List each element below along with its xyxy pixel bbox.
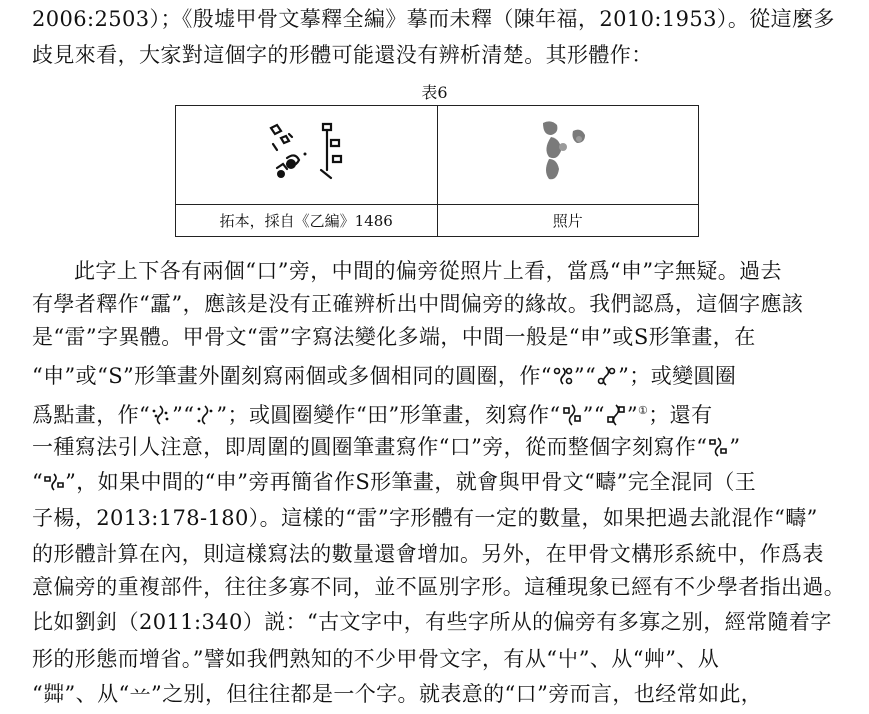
para-line-5 — [32, 396, 847, 430]
text-span: ”；或變圓圈 — [618, 364, 737, 388]
para-line-9: 的形體計算在內，則這樣寫法的數量還會增加。另外，在甲骨文構形系統中，作爲表 — [32, 542, 824, 566]
para-line-2: 有學者釋作“靁”，應該是没有正確辨析出中間偏旁的緣故。我們認爲，這個字應該 — [32, 292, 804, 316]
para-line-3: 是“雷”字異體。甲骨文“雷”字寫法變化多端，中間一般是“申”或S形筆畫，在 — [32, 325, 756, 349]
text-line-2: 歧見來看，大家對這個字的形體可能還没有辨析清楚。其形體作： — [32, 43, 653, 67]
text-span: “ — [32, 470, 44, 494]
lei-variant-glyph-1 — [552, 365, 574, 387]
text-span: ”；或圓圈變作“田”形筆畫，刻寫作“ — [216, 403, 561, 427]
photo-image — [533, 117, 603, 189]
lei-variant-glyph-7 — [707, 436, 729, 458]
para-line-7 — [32, 467, 847, 497]
photo-caption: 照片 — [437, 205, 699, 237]
text-span: ” — [626, 403, 638, 427]
text-span: ”“ — [573, 364, 597, 388]
lei-variant-glyph-2 — [596, 365, 618, 387]
text-span: 爲點畫，作“ — [32, 403, 151, 427]
lei-variant-glyph-3 — [150, 404, 172, 426]
footnote-marker[interactable]: ① — [638, 404, 649, 417]
text-line-1: 2006:2503）；《殷墟甲骨文摹釋全編》摹而未釋（陳年福，2010:1953）。從這麼多 — [32, 7, 835, 31]
para-line-12: 形的形態而增省。”譬如我們熟知的不少甲骨文字，有从“屮”、从“艸”、从 — [32, 647, 720, 671]
text-span: ；還有 — [648, 403, 713, 427]
text-span: ”“ — [172, 403, 195, 427]
table-6 — [175, 105, 699, 237]
text-span: ”，如果中間的“申”旁再簡省作S形筆畫，就會與甲骨文“疇”完全混同（王 — [65, 470, 757, 494]
rubbing-caption: 拓本，採自《乙編》1486 — [176, 205, 438, 237]
lei-variant-glyph-6 — [605, 404, 627, 426]
photo-cell — [437, 106, 699, 205]
rubbing-cell — [176, 106, 438, 205]
para-line-13: “茻”、从“䒑”之别，但往往都是一个字。就表意的“口”旁而言，也经常如此， — [32, 682, 763, 706]
para-line-4 — [32, 361, 847, 391]
text-span: ” — [729, 435, 741, 459]
lei-variant-glyph-5 — [561, 404, 583, 426]
para-line-1: 此字上下各有兩個“口”旁，中間的偏旁從照片上看，當爲“申”字無疑。過去 — [74, 259, 782, 283]
text-span: ”“ — [582, 403, 605, 427]
lei-variant-glyph-4 — [194, 404, 216, 426]
para-line-11: 比如劉釗（2011:340）説：“古文字中，有些字所从的偏旁有多寡之别，經常隨着字 — [32, 610, 832, 634]
rubbing-image — [261, 118, 351, 188]
table-caption: 表6 — [421, 83, 448, 102]
para-line-10: 意偏旁的重複部件，往往多寡不同，並不區別字形。這種現象已經有不少學者指出過。 — [32, 575, 846, 599]
para-line-8: 子楊，2013:178-180）。這樣的“雷”字形體有一定的數量，如果把過去訛混作“疇” — [32, 506, 818, 530]
text-span: “申”或“S”形筆畫外圍刻寫兩個或多個相同的圓圈，作“ — [32, 364, 552, 388]
text-span: 一種寫法引人注意，即周圍的圓圈筆畫寫作“口”旁，從而整個字刻寫作“ — [32, 435, 708, 459]
para-line-6 — [32, 432, 847, 462]
lei-variant-glyph-8 — [43, 471, 65, 493]
